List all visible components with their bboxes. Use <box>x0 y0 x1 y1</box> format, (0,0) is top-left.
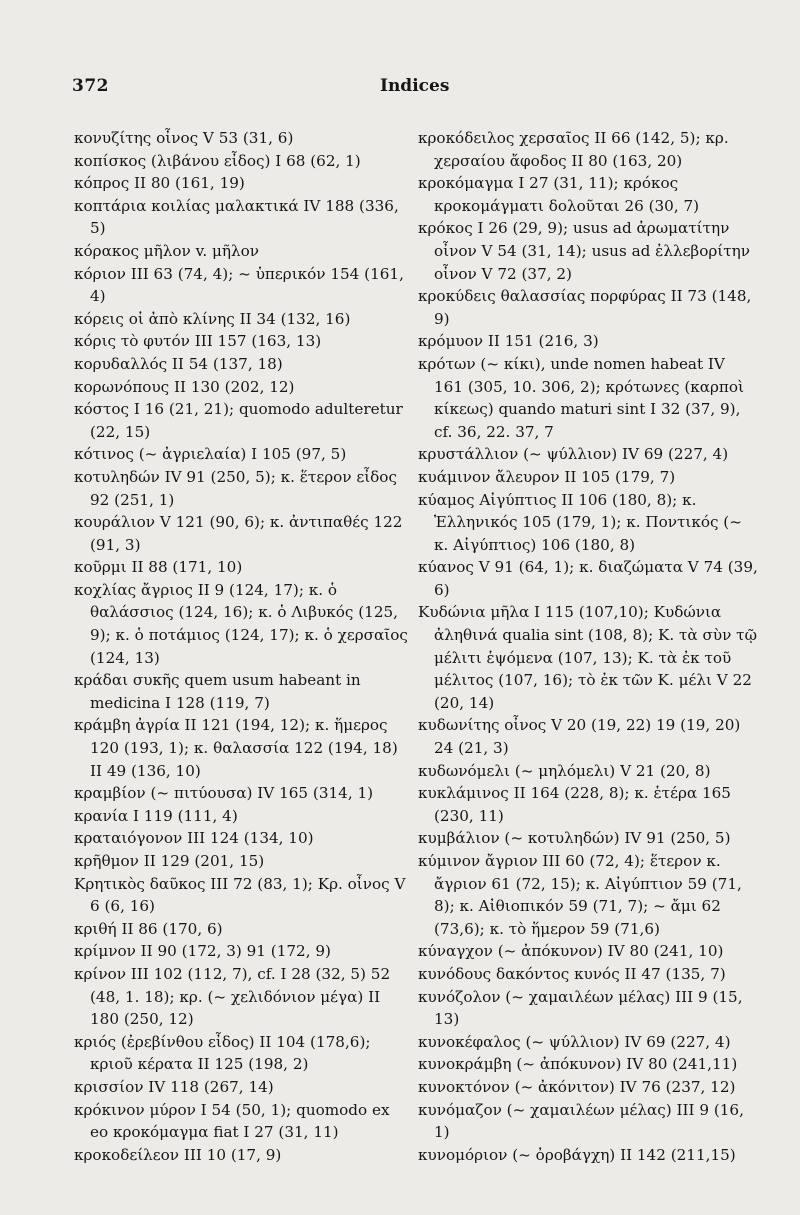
index-entry: κριθή II 86 (170, 6) <box>74 919 223 938</box>
index-entry: κυδωνόμελι (~ μηλόμελι) V 21 (20, 8) <box>418 761 711 780</box>
index-entry: κυνομόριον (~ ὀροβάγχη) II 142 (211,15) <box>418 1145 736 1164</box>
index-entry: κονυζίτης οἶνος V 53 (31, 6) <box>74 129 294 147</box>
index-entry: κόριον III 63 (74, 4); ~ ὑπερικόν 154 (161, 4) <box>74 264 404 306</box>
index-entry: κρισσίον IV 118 (267, 14) <box>74 1077 274 1096</box>
index-entry: κουράλιον V 121 (90, 6); κ. ἀντιπαθές 122 (91, 3) <box>74 513 403 554</box>
index-entry: κρότων (~ κίκι), unde nomen habeat IV 161 (305, 10. 306, 2); κρότωνες (καρποὶ κίκεως) quando maturi sint I 32 (37, 9), cf. 36, 22. 37, 7 <box>418 354 745 441</box>
index-entry: κοῦρμι II 88 (171, 10) <box>74 558 243 577</box>
index-entry: κορυδαλλός II 54 (137, 18) <box>74 354 283 373</box>
index-entry: κοπίσκος (λιβάνου εἶδος) I 68 (62, 1) <box>74 151 361 170</box>
index-column-left <box>74 127 410 1166</box>
index-entry: κύανος V 91 (64, 1); κ. διαζώματα V 74 (39, 6) <box>418 558 758 599</box>
page-number: 372 <box>72 76 109 96</box>
index-entry: κρίμνον II 90 (172, 3) 91 (172, 9) <box>74 942 331 961</box>
index-entry: κρίνον III 102 (112, 7), cf. I 28 (32, 5) 52 (48, 1. 18); κρ. (~ χελιδόνιον μέγα) II 180 (250, 12) <box>74 964 391 1029</box>
index-entry: κυνόμαζον (~ χαμαιλέων μέλας) III 9 (16, 1) <box>418 1100 744 1142</box>
index-entry: κυμβάλιον (~ κοτυληδών) IV 91 (250, 5) <box>418 829 731 848</box>
index-entry: κοτυληδών IV 91 (250, 5); κ. ἕτερον εἶδος 92 (251, 1) <box>74 467 397 509</box>
index-entry: κροκύδεις θαλασσίας πορφύρας II 73 (148, 9) <box>418 287 752 328</box>
index-entry: κόστος I 16 (21, 21); quomodo adulteretur (22, 15) <box>74 400 403 441</box>
index-entry: κυάμινον ἄλευρον II 105 (179, 7) <box>418 467 676 486</box>
index-entry: κροκόμαγμα I 27 (31, 11); κρόκος κροκομάγματι δολοῦται 26 (30, 7) <box>418 174 700 215</box>
index-entry: κυδωνίτης οἶνος V 20 (19, 22) 19 (19, 20) 24 (21, 3) <box>418 716 741 758</box>
index-entry: κυνοκράμβη (~ ἀπόκυνον) IV 80 (241,11) <box>418 1055 738 1074</box>
index-entry: κροκοδείλεον III 10 (17, 9) <box>74 1145 282 1164</box>
index-entry: κραταιόγονον III 124 (134, 10) <box>74 829 314 848</box>
index-entry: κυνόδους δακόντος κυνός II 47 (135, 7) <box>418 964 726 983</box>
index-entry: κρῆθμον II 129 (201, 15) <box>74 852 265 870</box>
index-entry: κύναγχον (~ ἀπόκυνον) IV 80 (241, 10) <box>418 942 724 961</box>
index-entry: κρόμυον II 151 (216, 3) <box>418 332 599 351</box>
index-entry: κόπρος II 80 (161, 19) <box>74 174 245 193</box>
index-entry: κόρις τὸ φυτόν III 157 (163, 13) <box>74 332 322 351</box>
index-entry: κόρεις οἱ ἀπὸ κλίνης II 34 (132, 16) <box>74 309 351 328</box>
index-entry: κράδαι συκῆς quem usum habeant in medicina I 128 (119, 7) <box>74 671 361 712</box>
index-entry: Κυδώνια μῆλα I 115 (107,10); Κυδώνια ἀληθινά qualia sint (108, 8); Κ. τὰ σὺν τῷ μέλιτι ἑψόμενα (107, 13); Κ. τὰ ἐκ τοῦ μέλιτος (107, 16); τὸ ἐκ τῶν Κ. μέλι V 22 (20, 14) <box>418 603 757 712</box>
index-entry: κύμινον ἄγριον III 60 (72, 4); ἕτερον κ. ἄγριον 61 (72, 15); κ. Αἰγύπτιον 59 (71, 8); κ. Αἰθιοπικόν 59 (71, 7); ~ ἄμι 62 (73,6); κ. τὸ ἥμερον 59 (71,6) <box>418 852 742 938</box>
index-entry: κριός (ἐρεβίνθου εἶδος) II 104 (178,6); κριοῦ κέρατα II 125 (198, 2) <box>74 1032 371 1074</box>
index-entry: κυνοκέφαλος (~ ψύλλιον) IV 69 (227, 4) <box>418 1032 731 1051</box>
index-entry: Κρητικὸς δαῦκος III 72 (83, 1); Κρ. οἶνος V 6 (6, 16) <box>74 874 406 916</box>
running-head: Indices <box>380 76 450 96</box>
index-entry: κόρακος μῆλον v. μῆλον <box>74 241 259 260</box>
index-entry: κραμβίον (~ πιτύουσα) IV 165 (314, 1) <box>74 784 374 803</box>
index-entry: κρανία I 119 (111, 4) <box>74 806 238 825</box>
index-entry: κοπτάρια κοιλίας μαλακτικά IV 188 (336, 5) <box>74 196 399 238</box>
index-column-right <box>418 127 758 1166</box>
index-entry: κράμβη ἀγρία II 121 (194, 12); κ. ἥμερος 120 (193, 1); κ. θαλασσία 122 (194, 18) II 49 (136, 10) <box>74 716 398 780</box>
index-entry: κοχλίας ἄγριος II 9 (124, 17); κ. ὁ θαλάσσιος (124, 16); κ. ὁ Λιβυκός (125, 9); κ. ὁ ποτάμιος (124, 17); κ. ὁ χερσαῖος (124, 13) <box>74 580 408 667</box>
column-gutter <box>412 126 413 1126</box>
index-entry: κυνόζολον (~ χαμαιλέων μέλας) III 9 (15, 13) <box>418 987 743 1029</box>
index-entry: κρυστάλλιον (~ ψύλλιον) IV 69 (227, 4) <box>418 445 729 464</box>
index-entry: κροκόδειλος χερσαῖος II 66 (142, 5); κρ. χερσαίου ἄφοδος II 80 (163, 20) <box>418 129 729 170</box>
index-entry: κυνοκτόνον (~ ἀκόνιτον) IV 76 (237, 12) <box>418 1077 736 1096</box>
index-entry: κρόκινον μύρον I 54 (50, 1); quomodo ex eo κροκόμαγμα fiat I 27 (31, 11) <box>74 1100 390 1142</box>
index-entry: κότινος (~ ἀγριελαία) I 105 (97, 5) <box>74 445 347 464</box>
index-entry: κύαμος Αἰγύπτιος II 106 (180, 8); κ. Ἑλληνικός 105 (179, 1); κ. Ποντικός (~ κ. Αἰγύπτιος) 106 (180, 8) <box>418 490 742 554</box>
index-entry: κυκλάμινος II 164 (228, 8); κ. ἑτέρα 165 (230, 11) <box>418 784 731 825</box>
index-entry: κορωνόπους II 130 (202, 12) <box>74 377 295 396</box>
index-entry: κρόκος I 26 (29, 9); usus ad ἀρωματίτην οἶνον V 54 (31, 14); usus ad ἐλλεβορίτην οἶνον V 72 (37, 2) <box>418 219 750 283</box>
